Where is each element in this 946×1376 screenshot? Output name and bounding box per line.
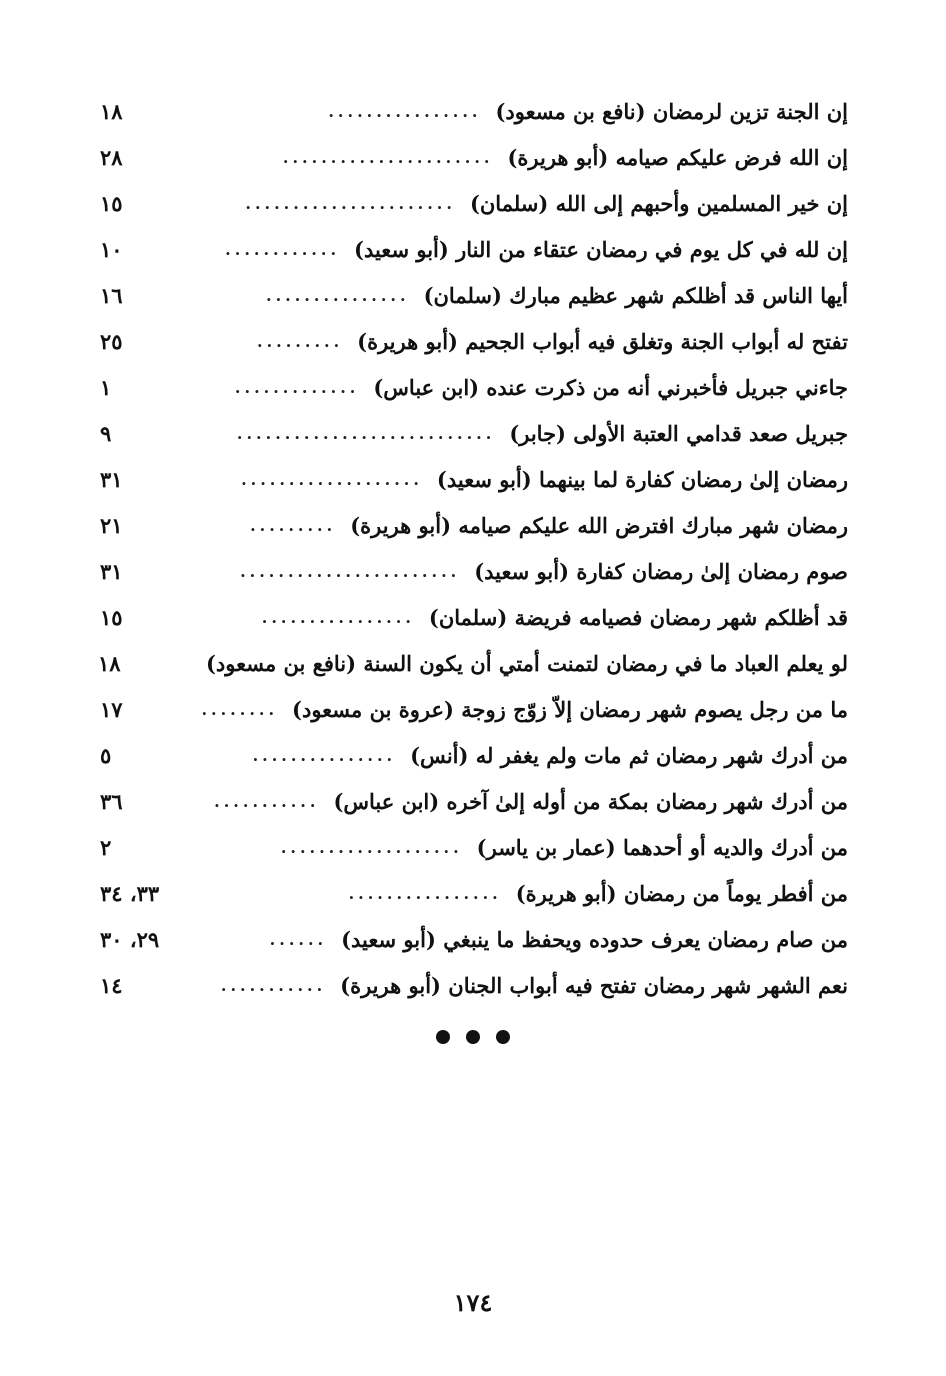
index-entry [100,916,848,962]
dot-leader: ........ [201,699,279,719]
index-entry [100,88,848,134]
entry-page-ref: ١٥ [100,604,123,630]
entry-page-ref: ١٤ [100,972,123,998]
dot-leader: ...................... [245,193,456,213]
entry-text: صوم رمضان إلىٰ رمضان كفارة (أبو سعيد) [474,558,848,584]
index-entry [100,272,848,318]
entry-page-ref: ٢١ [100,512,123,538]
entry-page-ref: ٩ [100,420,112,446]
entry-page-ref: ٣٣، ٣٤ [100,880,160,906]
entry-text: من صام رمضان يعرف حدوده ويحفظ ما ينبغي (أبو سعيد) [341,926,848,952]
index-entry [100,778,848,824]
index-entry [100,456,848,502]
index-entry [100,594,848,640]
dot-leader: ............... [252,745,397,765]
entry-text: جبريل صعد قدامي العتبة الأولى (جابر) [509,420,848,446]
separator-dot [436,1030,450,1044]
dot-leader: ................... [280,837,463,857]
dot-leader: ........... [220,975,327,995]
index-entry [100,134,848,180]
entry-text: أيها الناس قد أظلكم شهر عظيم مبارك (سلمان) [423,282,848,308]
entry-text: إن لله في كل يوم في رمضان عتقاء من النار (أبو سعيد) [354,236,848,262]
entry-page-ref: ٥ [100,742,112,768]
hadith-index-list [97,88,848,1008]
dot-leader: ......... [250,515,337,535]
entry-page-ref: ٣١ [100,466,123,492]
entry-page-ref: ٢٨ [100,144,123,170]
dot-leader: ...... [269,929,328,949]
dot-leader: ............. [234,377,360,397]
entry-page-ref: ٢٥ [100,328,123,354]
dot-leader: ................ [328,101,482,121]
entry-text: من أدرك شهر رمضان ثم مات ولم يغفر له (أنس) [410,742,848,768]
entry-text: جاءني جبريل فأخبرني أنه من ذكرت عنده (ابن عباس) [373,374,848,400]
separator-dot [496,1030,510,1044]
separator-dot [466,1030,480,1044]
entry-text: تفتح له أبواب الجنة وتغلق فيه أبواب الجحيم (أبو هريرة) [357,328,848,354]
entry-text: إن خير المسلمين وأحبهم إلى الله (سلمان) [469,190,848,216]
dot-leader: ...................... [282,147,494,167]
entry-text: ما من رجل يصوم شهر رمضان إلاّ زوّج زوجة (عروة بن مسعود) [292,696,848,722]
index-entry [100,824,848,870]
index-entry [100,364,848,410]
index-entry [100,686,848,732]
entry-page-ref: ١٠ [100,236,123,262]
dot-leader: ................ [348,883,502,903]
page-number: ١٧٤ [453,1288,493,1317]
entry-page-ref: ١٨ [100,98,123,124]
entry-page-ref: ١٧ [100,696,123,722]
dot-leader: ................... [241,469,423,489]
index-entry [97,640,848,686]
dot-leader: ........... [214,791,320,811]
entry-text: رمضان شهر مبارك افترض الله عليكم صيامه (أبو هريرة) [350,512,848,538]
entry-text: لو يعلم العباد ما في رمضان لتمنت أمتي أن يكون السنة (نافع بن مسعود) [205,650,848,676]
entry-text: إن الله فرض عليكم صيامه (أبو هريرة) [507,144,848,170]
entry-page-ref: ٢٩، ٣٠ [100,926,160,952]
index-entry [100,410,848,456]
index-entry [100,962,848,1008]
entry-page-ref: ١٦ [100,282,123,308]
entry-text: من أفطر يوماً من رمضان (أبو هريرة) [515,880,848,906]
dot-leader: ....................... [240,561,461,581]
entry-page-ref: ١٨ [97,650,121,676]
dot-leader: ............ [225,239,341,259]
entry-text: من أدرك والديه أو أحدهما (عمار بن ياسر) [476,834,848,860]
entry-page-ref: ١٥ [100,190,123,216]
index-entry [100,870,848,916]
index-entry [100,180,848,226]
entry-page-ref: ١ [100,374,112,400]
entry-text: نعم الشهر شهر رمضان تفتح فيه أبواب الجنان (أبو هريرة) [340,972,848,998]
entry-text: من أدرك شهر رمضان بمكة من أوله إلىٰ آخره (ابن عباس) [333,788,848,814]
entry-page-ref: ٣٦ [100,788,123,814]
entry-text: إن الجنة تزين لرمضان (نافع بن مسعود) [495,98,848,124]
index-entry [100,226,848,272]
dot-leader: ............... [266,285,410,305]
dot-leader: ........................... [236,423,496,443]
index-entry [100,548,848,594]
index-entry [100,502,848,548]
entry-text: قد أظلكم شهر رمضان فصيامه فريضة (سلمان) [428,604,848,630]
index-entry [100,318,848,364]
entry-text: رمضان إلىٰ رمضان كفارة لما بينهما (أبو سعيد) [436,466,848,492]
entry-page-ref: ٢ [100,834,112,860]
index-entry [100,732,848,778]
dot-leader: ................ [261,607,415,627]
section-separator [0,1030,946,1044]
entry-page-ref: ٣١ [100,558,123,584]
dot-leader: ......... [257,331,344,351]
